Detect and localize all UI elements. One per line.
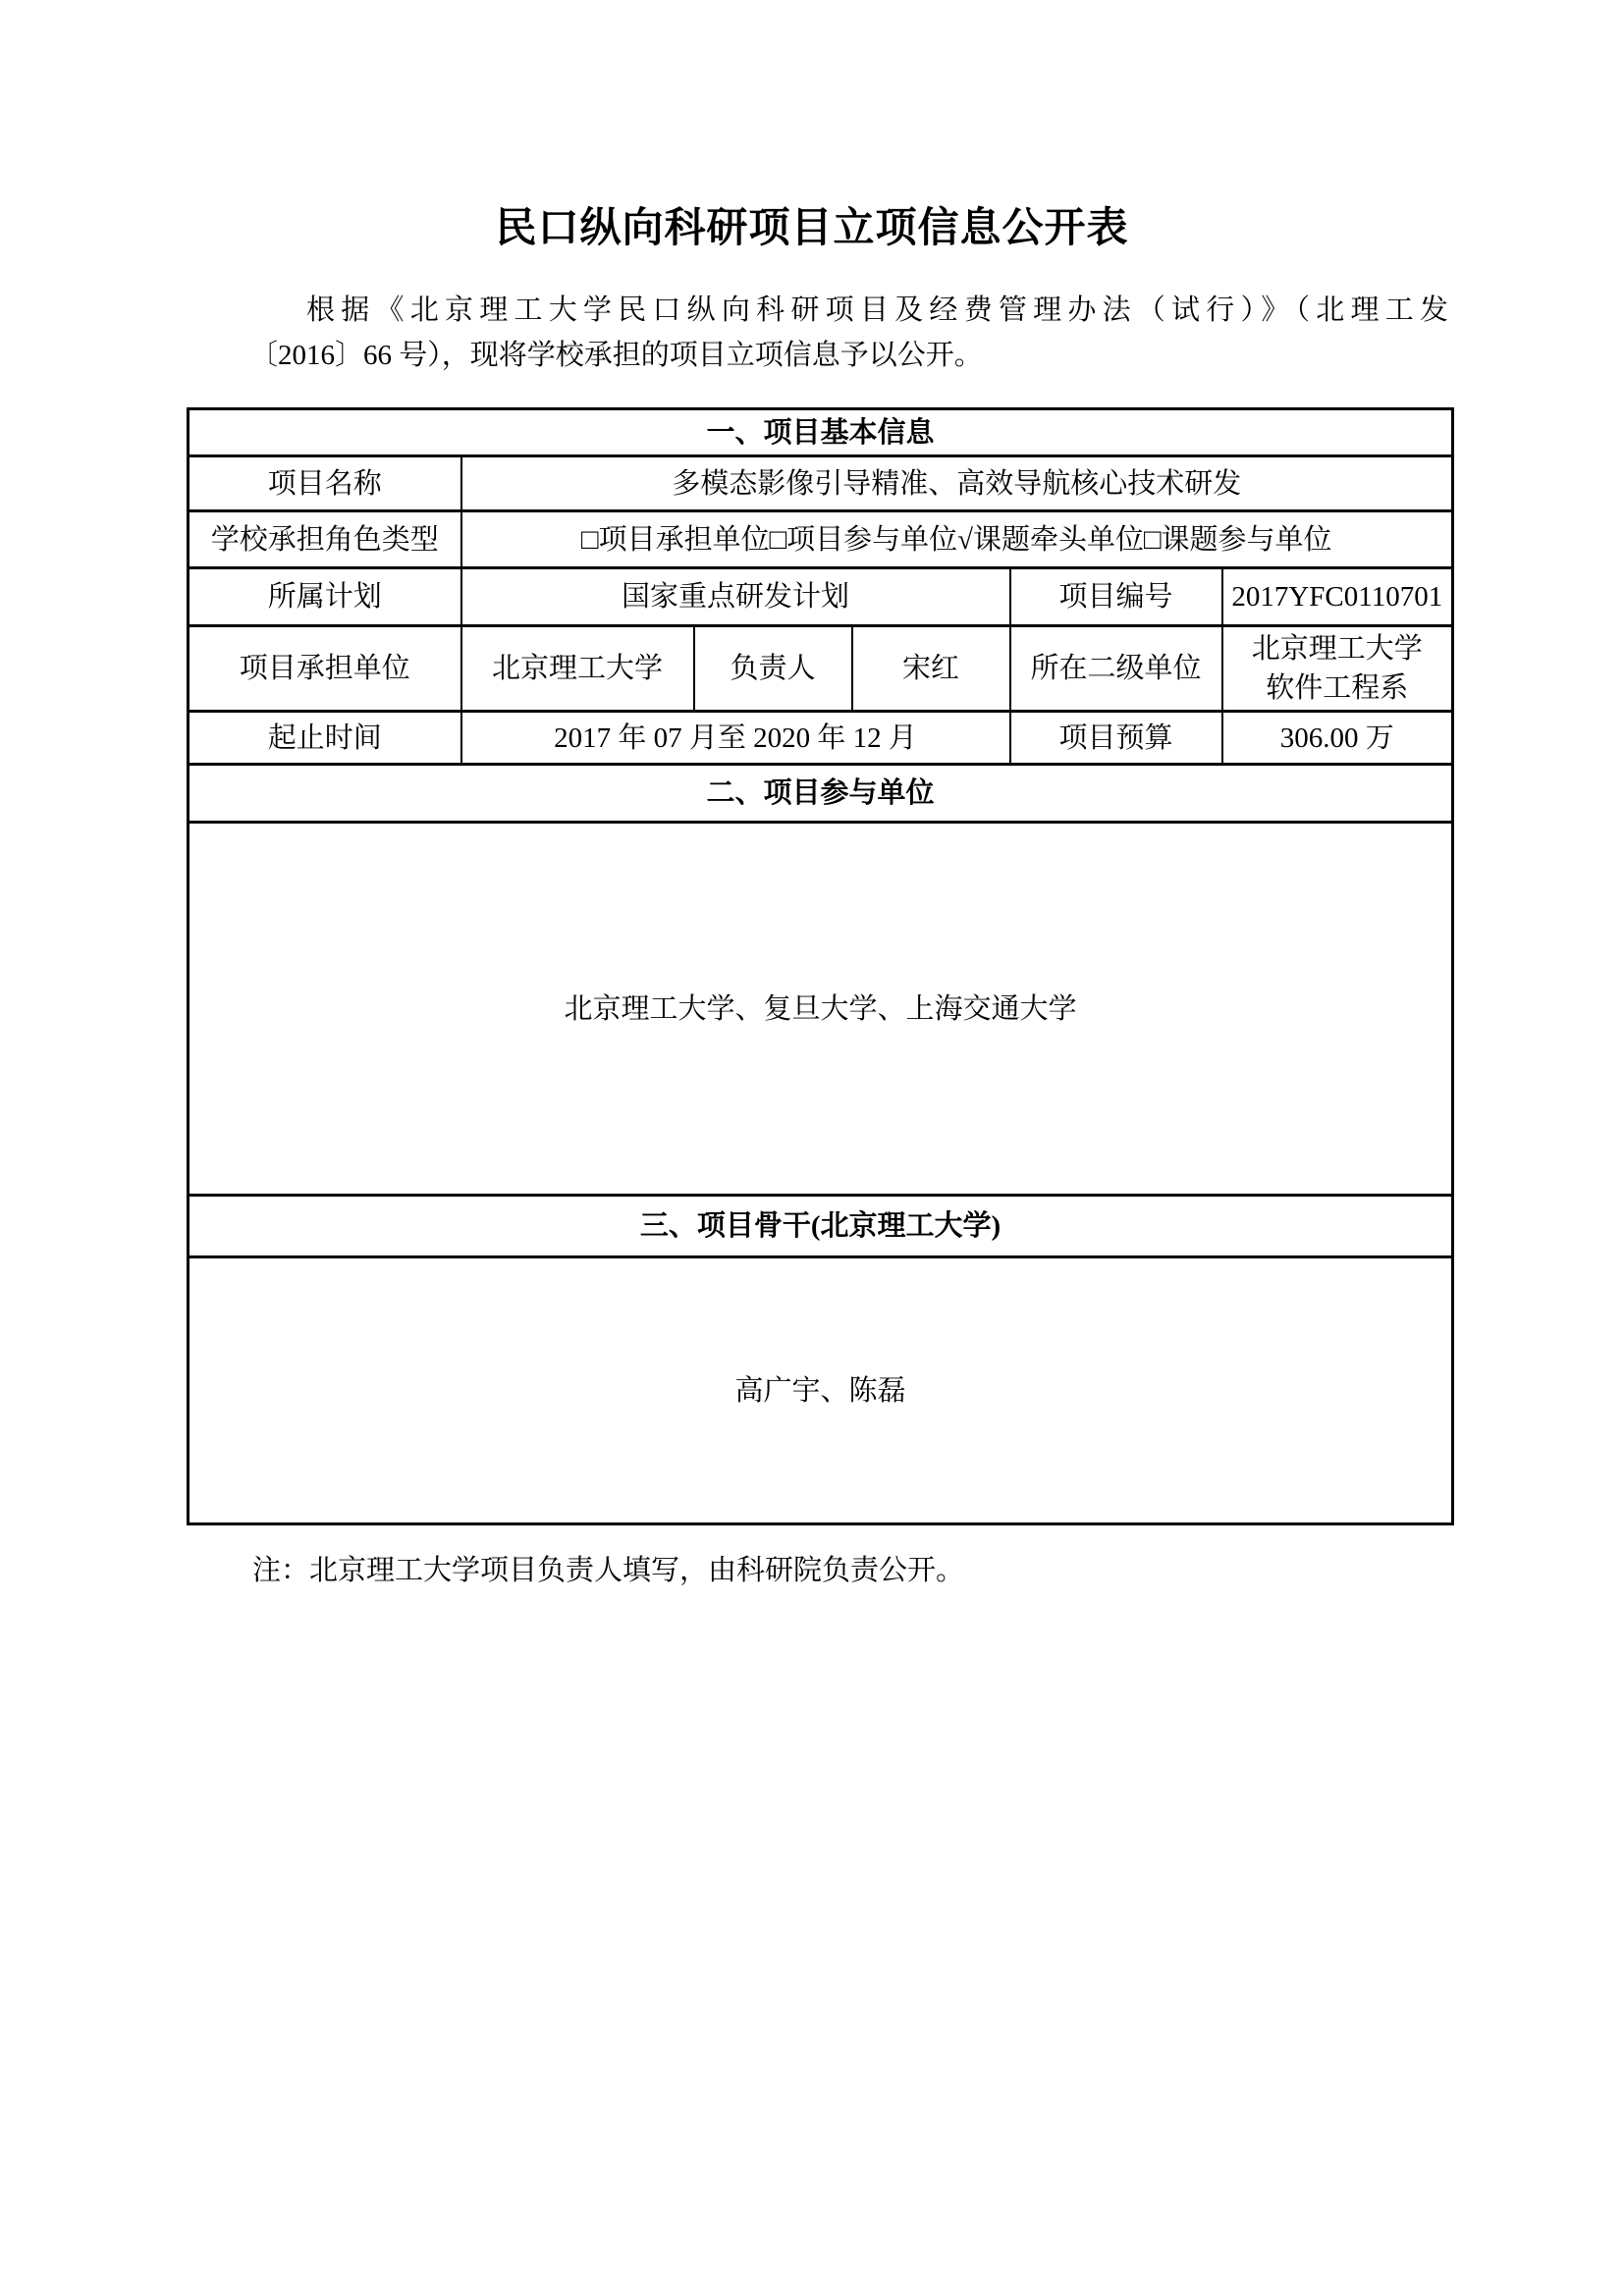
footer-note: 注：北京理工大学项目负责人填写，由科研院负责公开。 — [252, 1555, 965, 1586]
secondary-unit-value — [1222, 626, 1453, 712]
backbone-content: 高广宇、陈磊 — [189, 1257, 1453, 1524]
participants-content: 北京理工大学、复旦大学、上海交通大学 — [189, 823, 1453, 1196]
duration-value: 2017 年 07 月至 2020 年 12 月 — [461, 712, 1010, 765]
project-no-value: 2017YFC0110701 — [1222, 568, 1453, 626]
section-3-header: 三、项目骨干(北京理工大学) — [189, 1196, 1453, 1257]
section-1-header: 一、项目基本信息 — [189, 409, 1453, 456]
role-type-value: □项目承担单位□项目参与单位√课题牵头单位□课题参与单位 — [461, 511, 1453, 568]
intro-line-1: 根据《北京理工大学民口纵向科研项目及经费管理办法（试行）》（北理工发 — [306, 294, 1448, 326]
table-row — [189, 511, 1453, 568]
project-info-table — [187, 407, 1454, 1525]
plan-value: 国家重点研发计划 — [461, 568, 1010, 626]
table-row — [189, 1257, 1453, 1524]
intro-line-2: 〔2016〕66 号），现将学校承担的项目立项信息予以公开。 — [249, 340, 983, 371]
budget-value: 306.00 万 — [1222, 712, 1453, 765]
table-row — [189, 409, 1453, 456]
section-2-header: 二、项目参与单位 — [189, 765, 1453, 823]
undertaker-value: 北京理工大学 — [461, 626, 694, 712]
role-type-label: 学校承担角色类型 — [189, 511, 461, 568]
budget-label: 项目预算 — [1010, 712, 1222, 765]
table-row — [189, 1196, 1453, 1257]
secondary-unit-value-line2: 软件工程系 — [1266, 672, 1409, 704]
leader-label: 负责人 — [694, 626, 852, 712]
intro-paragraph — [249, 288, 1448, 378]
project-no-label: 项目编号 — [1010, 568, 1222, 626]
secondary-unit-value-line1: 北京理工大学 — [1251, 633, 1423, 665]
secondary-unit-label: 所在二级单位 — [1010, 626, 1222, 712]
project-name-value: 多模态影像引导精准、高效导航核心技术研发 — [461, 456, 1453, 511]
table-row — [189, 712, 1453, 765]
project-name-label: 项目名称 — [189, 456, 461, 511]
table-row — [189, 456, 1453, 511]
undertaker-label: 项目承担单位 — [189, 626, 461, 712]
page-title: 民口纵向科研项目立项信息公开表 — [495, 206, 1129, 251]
table-row — [189, 765, 1453, 823]
table-row — [189, 823, 1453, 1196]
table-row — [189, 626, 1453, 712]
plan-label: 所属计划 — [189, 568, 461, 626]
duration-label: 起止时间 — [189, 712, 461, 765]
leader-value: 宋红 — [852, 626, 1010, 712]
table-row — [189, 568, 1453, 626]
